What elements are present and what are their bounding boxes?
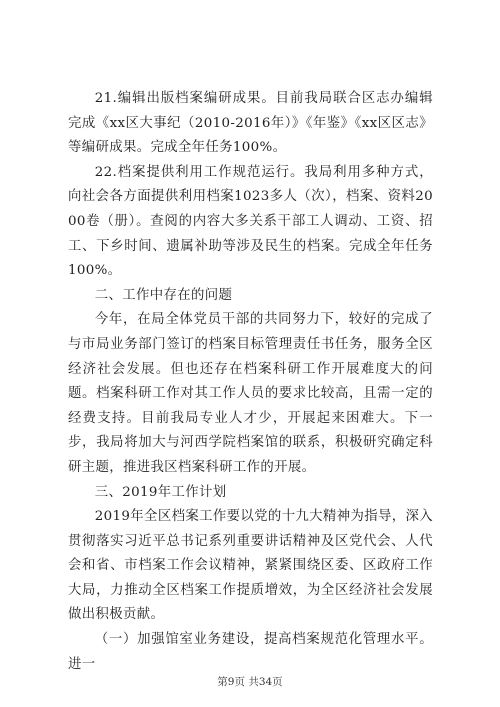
page-footer: 第9页 共34页 <box>217 676 283 688</box>
paragraph-item-21: 21.编辑出版档案编研成果。目前我局联合区志办编辑完成《xx区大事纪（2010-2016年）》《年鉴》《xx区区志》等编研成果。完成全年任务100%。 <box>68 91 433 156</box>
paragraph-plan-item-1: （一）加强馆室业务建设，提高档案规范化管理水平。进一 <box>68 632 433 672</box>
paragraph-plan-intro: 2019年全区档案工作要以党的十九大精神为指导，深入贯彻落实习近平总书记系列重要讲话精神及区党代会、人代会和省、市档案工作会议精神，紧紧围绕区委、区政府工作大局，力推动全区档案工作提质增效，为全区经济社会发展做出积极贡献。 <box>68 509 433 623</box>
section-heading-problems: 二、工作中存在的问题 <box>94 287 233 303</box>
paragraph-problems: 今年，在局全体党员干部的共同努力下，较好的完成了与市局业务部门签订的档案目标管理责任书任务，服务全区经济社会发展。但也还存在档案科研工作开展难度大的问题。档案科研工作对其工作人员的要求比较高，且需一定的经费支持。目前我局专业人才少，开展起来困难大。下一步，我局将加大与河西学院档案馆的联系，积极研究确定科研主题，推进我区档案科研工作的开展。 <box>68 312 433 475</box>
document-body <box>68 87 433 677</box>
paragraph-item-22: 22.档案提供利用工作规范运行。我局利用多种方式，向社会各方面提供利用档案1023多人（次），档案、资料2000卷（册）。查阅的内容大多关系干部工人调动、工资、招工、下乡时间、遗属补助等涉及民生的档案。完成全年任务100%。 <box>68 164 433 279</box>
section-heading-plan: 三、2019年工作计划 <box>94 484 227 500</box>
